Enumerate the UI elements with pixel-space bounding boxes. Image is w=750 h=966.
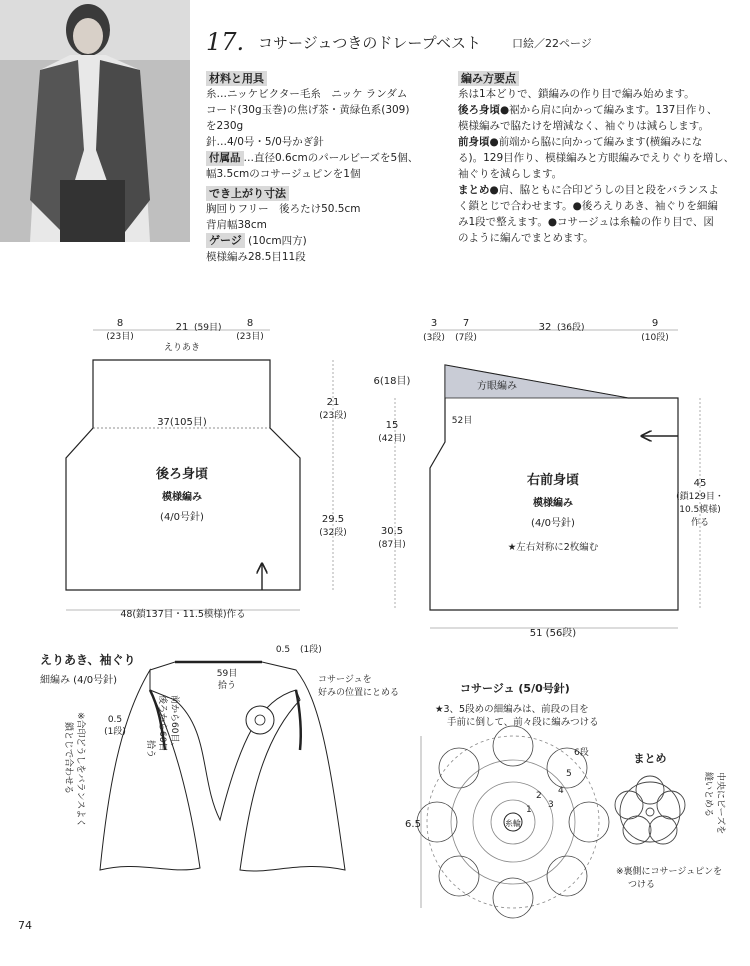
corsage-row-3: 3 [548,800,554,810]
method-heading: 編み方要点 [458,71,519,86]
gauge-note: (10cm四方) [248,235,307,247]
seam-note-2: 鎖とじで合わせる [63,722,73,795]
front-dim-7: 7 [462,318,470,329]
front-dim-3-rows: (3段) [423,333,445,343]
accessories-line: 幅3.5cmのコサージュピンを1個 [206,168,361,180]
front-dim-15: 15 [385,420,399,431]
back-body-diagram [66,318,347,620]
finished-size-heading: でき上がり寸法 [206,186,289,201]
corsage-note-1: コサージュを [318,675,372,685]
method-line: ●前端から脇に向かって編みます(横編みにな [489,136,703,148]
front-body-needle: (4/0号針) [531,518,575,529]
armhole-pick-2: 後ろから60目 [157,695,167,752]
front-dim-45-c: 作る [690,518,710,528]
front-dim-9: 9 [651,318,659,329]
seam-note-1: ※合印どうしをバランスよく [75,712,85,828]
front-neck-height: 6(18目) [373,376,411,387]
neckline-diagram [40,644,399,871]
materials-line: 糸…ニッケビクター毛糸 ニッケ ランダム [206,88,408,100]
back-dim-shoulder-right-st: (23目) [236,332,264,342]
front-dim-7-rows: (7段) [455,333,477,343]
corsage-note-1: ★3、5段めの細編みは、前段の目を [435,704,589,715]
back-dim-neck-st: (59目) [194,323,222,333]
corsage-chart [405,681,727,918]
front-body-name: 右前身頃 [526,473,580,488]
front-dim-305-st: (87目) [378,540,406,550]
method-line: み1段で整えます。●コサージュは糸輪の作り目で、図 [458,216,714,228]
back-side-rows: (32段) [319,528,347,538]
materials-line: を230g [206,120,244,132]
back-body-pattern: 模様編み [162,492,202,503]
pattern-title: コサージュつきのドレープベスト [258,34,482,52]
back-body-needle: (4/0号針) [160,512,204,523]
method-line: 糸は1本どりで、鎖編みの作り目で編み始めます。 [458,88,695,100]
pattern-number: 17. [206,28,245,56]
back-dim-shoulder-left: 8 [116,318,124,329]
neckline-width-rows: (1段) [300,645,322,655]
neckline-pick2: 拾う [217,681,237,691]
neckline-stitch: 細編み (4/0号針) [40,675,118,686]
corsage-mini-icon [246,706,274,734]
back-dim-neck: 21 [175,322,189,333]
method-label: 前身頃 [458,136,490,148]
gauge-heading: ゲージ [206,233,245,248]
method-line: ●肩、脇ともに合印どうしの目と段をバランスよ [489,184,719,196]
corsage-row-4: 4 [558,786,564,796]
neckline-title: えりあき、袖ぐり [40,653,136,667]
finish-note-4: つける [628,880,656,890]
method-line: 袖ぐりを減らします。 [458,168,563,180]
back-armhole-height: 21 [326,397,340,408]
back-neck-label: えりあき [163,343,201,353]
method-line: る)。129目作り、模様編みと方眼編みでえりぐりを増し、 [458,152,735,164]
finished-corsage-icon [615,776,685,844]
armhole-width-rows: (1段) [104,727,126,737]
page-reference: 口絵／22ページ [512,37,592,50]
method-line: のように編んでまとめます。 [458,232,594,244]
materials-heading: 材料と用具 [206,71,267,86]
gauge-line: 模様編み28.5目11段 [206,251,306,263]
front-bottom-width: 51 (56段) [529,628,577,639]
front-dim-32-rows: (36段) [557,323,585,333]
finish-note-2: 縫いとめる [703,772,713,818]
finish-note-1: 中央にビーズを [715,772,725,835]
corsage-note-2: 手前に倒して、前々段に編みつける [447,717,599,728]
corsage-row-6: 6段 [574,748,589,758]
method-label: 後ろ身頃 [458,104,500,116]
corsage-title: コサージュ (5/0号針) [460,682,570,695]
armhole-pick-3: 拾う [145,740,155,759]
materials-line: 針…4/0号・5/0号かぎ針 [206,136,324,148]
front-dim-45-a: (鎖129目・ [676,492,724,502]
front-dim-3: 3 [430,318,438,329]
finished-size-line: 背肩幅38cm [206,219,267,231]
finish-title: まとめ [633,752,667,765]
neckline-width: 0.5 [275,645,291,655]
front-dim-15-st: (42目) [378,434,406,444]
method-line: く鎖とじで合わせます。●後ろえりあき、袖ぐりを細編 [458,200,718,212]
back-body-name: 後ろ身頃 [155,467,209,482]
front-52-stitches: 52目 [451,416,473,426]
corsage-center: 糸輪 [505,819,521,828]
back-chest-width: 37(105目) [157,417,207,428]
corsage-row-5: 5 [566,769,572,779]
back-bottom-width: 48(鎖137目・11.5模様)作る [120,609,246,620]
accessories-heading: 付属品 [206,151,244,166]
finish-note-3: ※裏側にコサージュピンを [616,867,723,877]
front-mesh-label: 方眼編み [477,381,517,392]
accessories-line: …直径0.6cmのパールビーズを5個、 [243,152,419,164]
corsage-row-2: 2 [536,791,542,801]
page-number: 74 [18,919,32,932]
neckline-pick: 59目 [216,669,238,679]
back-dim-shoulder-left-st: (23目) [106,332,134,342]
front-dim-9-rows: (10段) [641,333,669,343]
front-body-note: ★左右対称に2枚編む [507,542,599,553]
armhole-pick-1: 前から60目、 [169,695,179,752]
back-armhole-rows: (23段) [319,411,347,421]
front-dim-305: 30.5 [380,526,404,537]
front-dim-32: 32 [538,322,552,333]
materials-line: コード(30g玉巻)の焦げ茶・黄緑色系(309) [206,104,410,116]
back-side-height: 29.5 [321,514,345,525]
corsage-size: 6.5 [405,819,421,830]
method-label: まとめ [458,184,490,196]
finished-size-line: 胸回りフリー 後ろたけ50.5cm [206,203,361,215]
front-dim-45: 45 [693,478,707,489]
front-dim-45-b: 10.5模様) [679,505,721,515]
method-line: 模様編みで脇たけを増減なく、袖ぐりは減らします。 [458,120,709,132]
method-line: ●裾から肩に向かって編みます。137目作り、 [500,104,718,116]
corsage-note-2: 好みの位置にとめる [318,688,400,698]
front-body-pattern: 模様編み [533,498,573,509]
front-body-diagram [374,318,724,639]
corsage-row-1: 1 [526,805,532,815]
armhole-width: 0.5 [107,715,123,725]
back-dim-shoulder-right: 8 [246,318,254,329]
